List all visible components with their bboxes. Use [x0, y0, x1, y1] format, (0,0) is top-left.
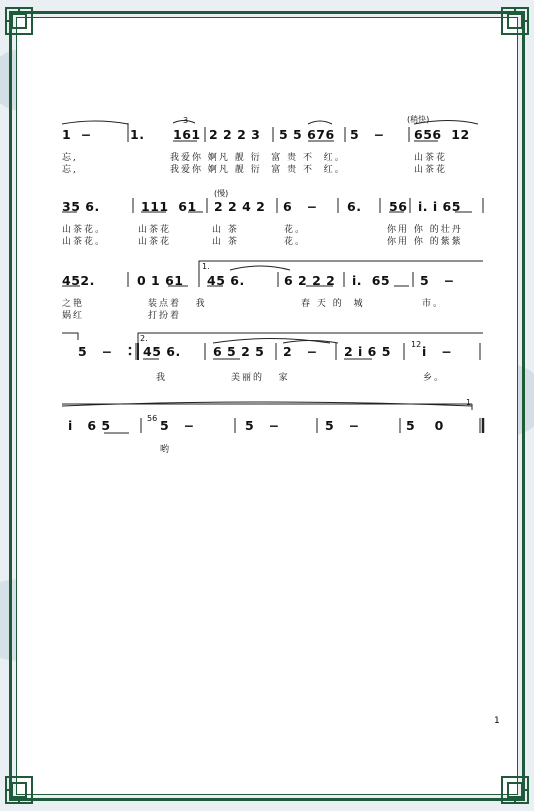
note-group: 6 −	[283, 199, 318, 214]
note-group: 5 −	[420, 273, 455, 288]
lyric-text: 忘,	[62, 153, 78, 163]
note-group: 56	[389, 199, 408, 214]
volta-label: 2.	[140, 334, 148, 343]
note-group: 6 5 2 5	[213, 344, 265, 359]
lyric-text: 市。	[422, 299, 445, 309]
lyric-text: 之艳	[62, 299, 85, 309]
note-group: i. 65	[352, 273, 391, 288]
note-group: i 6 5	[68, 418, 111, 433]
note-group: 5 −	[78, 344, 113, 359]
lyric-text: 乡。	[423, 373, 446, 383]
note-group: 2 2 2 3	[209, 127, 261, 142]
lyric-text: 我爱你 婀凡 靓 衍 富 贵 不 红。	[170, 153, 346, 163]
lyric-text: 你用 你 的紫紫	[387, 237, 463, 247]
volta-label: 1.	[202, 262, 210, 271]
note-group: 6.	[347, 199, 362, 214]
lyric-text: 山茶花	[414, 165, 448, 175]
page-number: 1	[494, 716, 500, 726]
note-group: 111 61	[141, 199, 197, 214]
note-group: 161	[173, 127, 201, 142]
lyric-text: 我爱你 婀凡 靓 衍 富 贵 不 红。	[170, 165, 346, 175]
lyric-text: 娲红	[62, 311, 85, 321]
lyric-text: 忘,	[62, 165, 78, 175]
lyric-text: 山茶花	[414, 153, 448, 163]
lyric-text: 你用 你 的壮丹	[387, 225, 463, 235]
lyric-text: 美丽的 家	[231, 373, 290, 383]
lyric-text: 山茶花。	[62, 225, 107, 235]
note-group: 35 6.	[62, 199, 100, 214]
note-group: 5 −	[245, 418, 280, 433]
note-group: 45 6.	[207, 273, 245, 288]
note-group: 5 −	[160, 418, 195, 433]
volta-label: 1	[466, 398, 472, 407]
note-group: 2 −	[283, 344, 318, 359]
tempo-mark: (慢)	[214, 189, 229, 198]
note-group: 6 2 2 2	[284, 273, 336, 288]
note-group: 656 12	[414, 127, 470, 142]
lyric-text: 山茶花	[138, 237, 172, 247]
lyric-text: 山茶花	[138, 225, 172, 235]
note-group: 5 0	[406, 418, 444, 433]
grace-note: 12	[411, 340, 422, 349]
note-group: 45 6.	[143, 344, 181, 359]
lyric-text: 打扮着	[148, 311, 182, 321]
lyric-text: 山茶花。	[62, 237, 107, 247]
note-group: i −	[422, 344, 453, 359]
note-group: 5 −	[350, 127, 385, 142]
lyric-text: 花。	[284, 225, 307, 235]
lyric-text: 装点着 我	[148, 299, 207, 309]
note-group: 452.	[62, 273, 95, 288]
note-group: 0 1 61	[137, 273, 184, 288]
grace-note: 3	[183, 116, 189, 125]
lyric-text: 哟	[160, 445, 172, 455]
note-group: 5 −	[325, 418, 360, 433]
note-group: i. i 65	[418, 199, 461, 214]
note-group: 5 5 676	[279, 127, 335, 142]
note-group: 1 −	[62, 127, 92, 142]
note-group: 2 2 4 2	[214, 199, 266, 214]
lyric-text: 我	[156, 373, 168, 383]
grace-note: 56	[147, 414, 158, 423]
tempo-mark: (稍快)	[407, 115, 430, 124]
lyric-text: 春 天 的 城	[301, 299, 365, 309]
note-group: 2 i 6 5	[344, 344, 391, 359]
lyric-text: 山 茶	[212, 237, 239, 247]
lyric-text: 花。	[284, 237, 307, 247]
lyric-text: 山 茶	[212, 225, 239, 235]
note-group: 1.	[130, 127, 145, 142]
